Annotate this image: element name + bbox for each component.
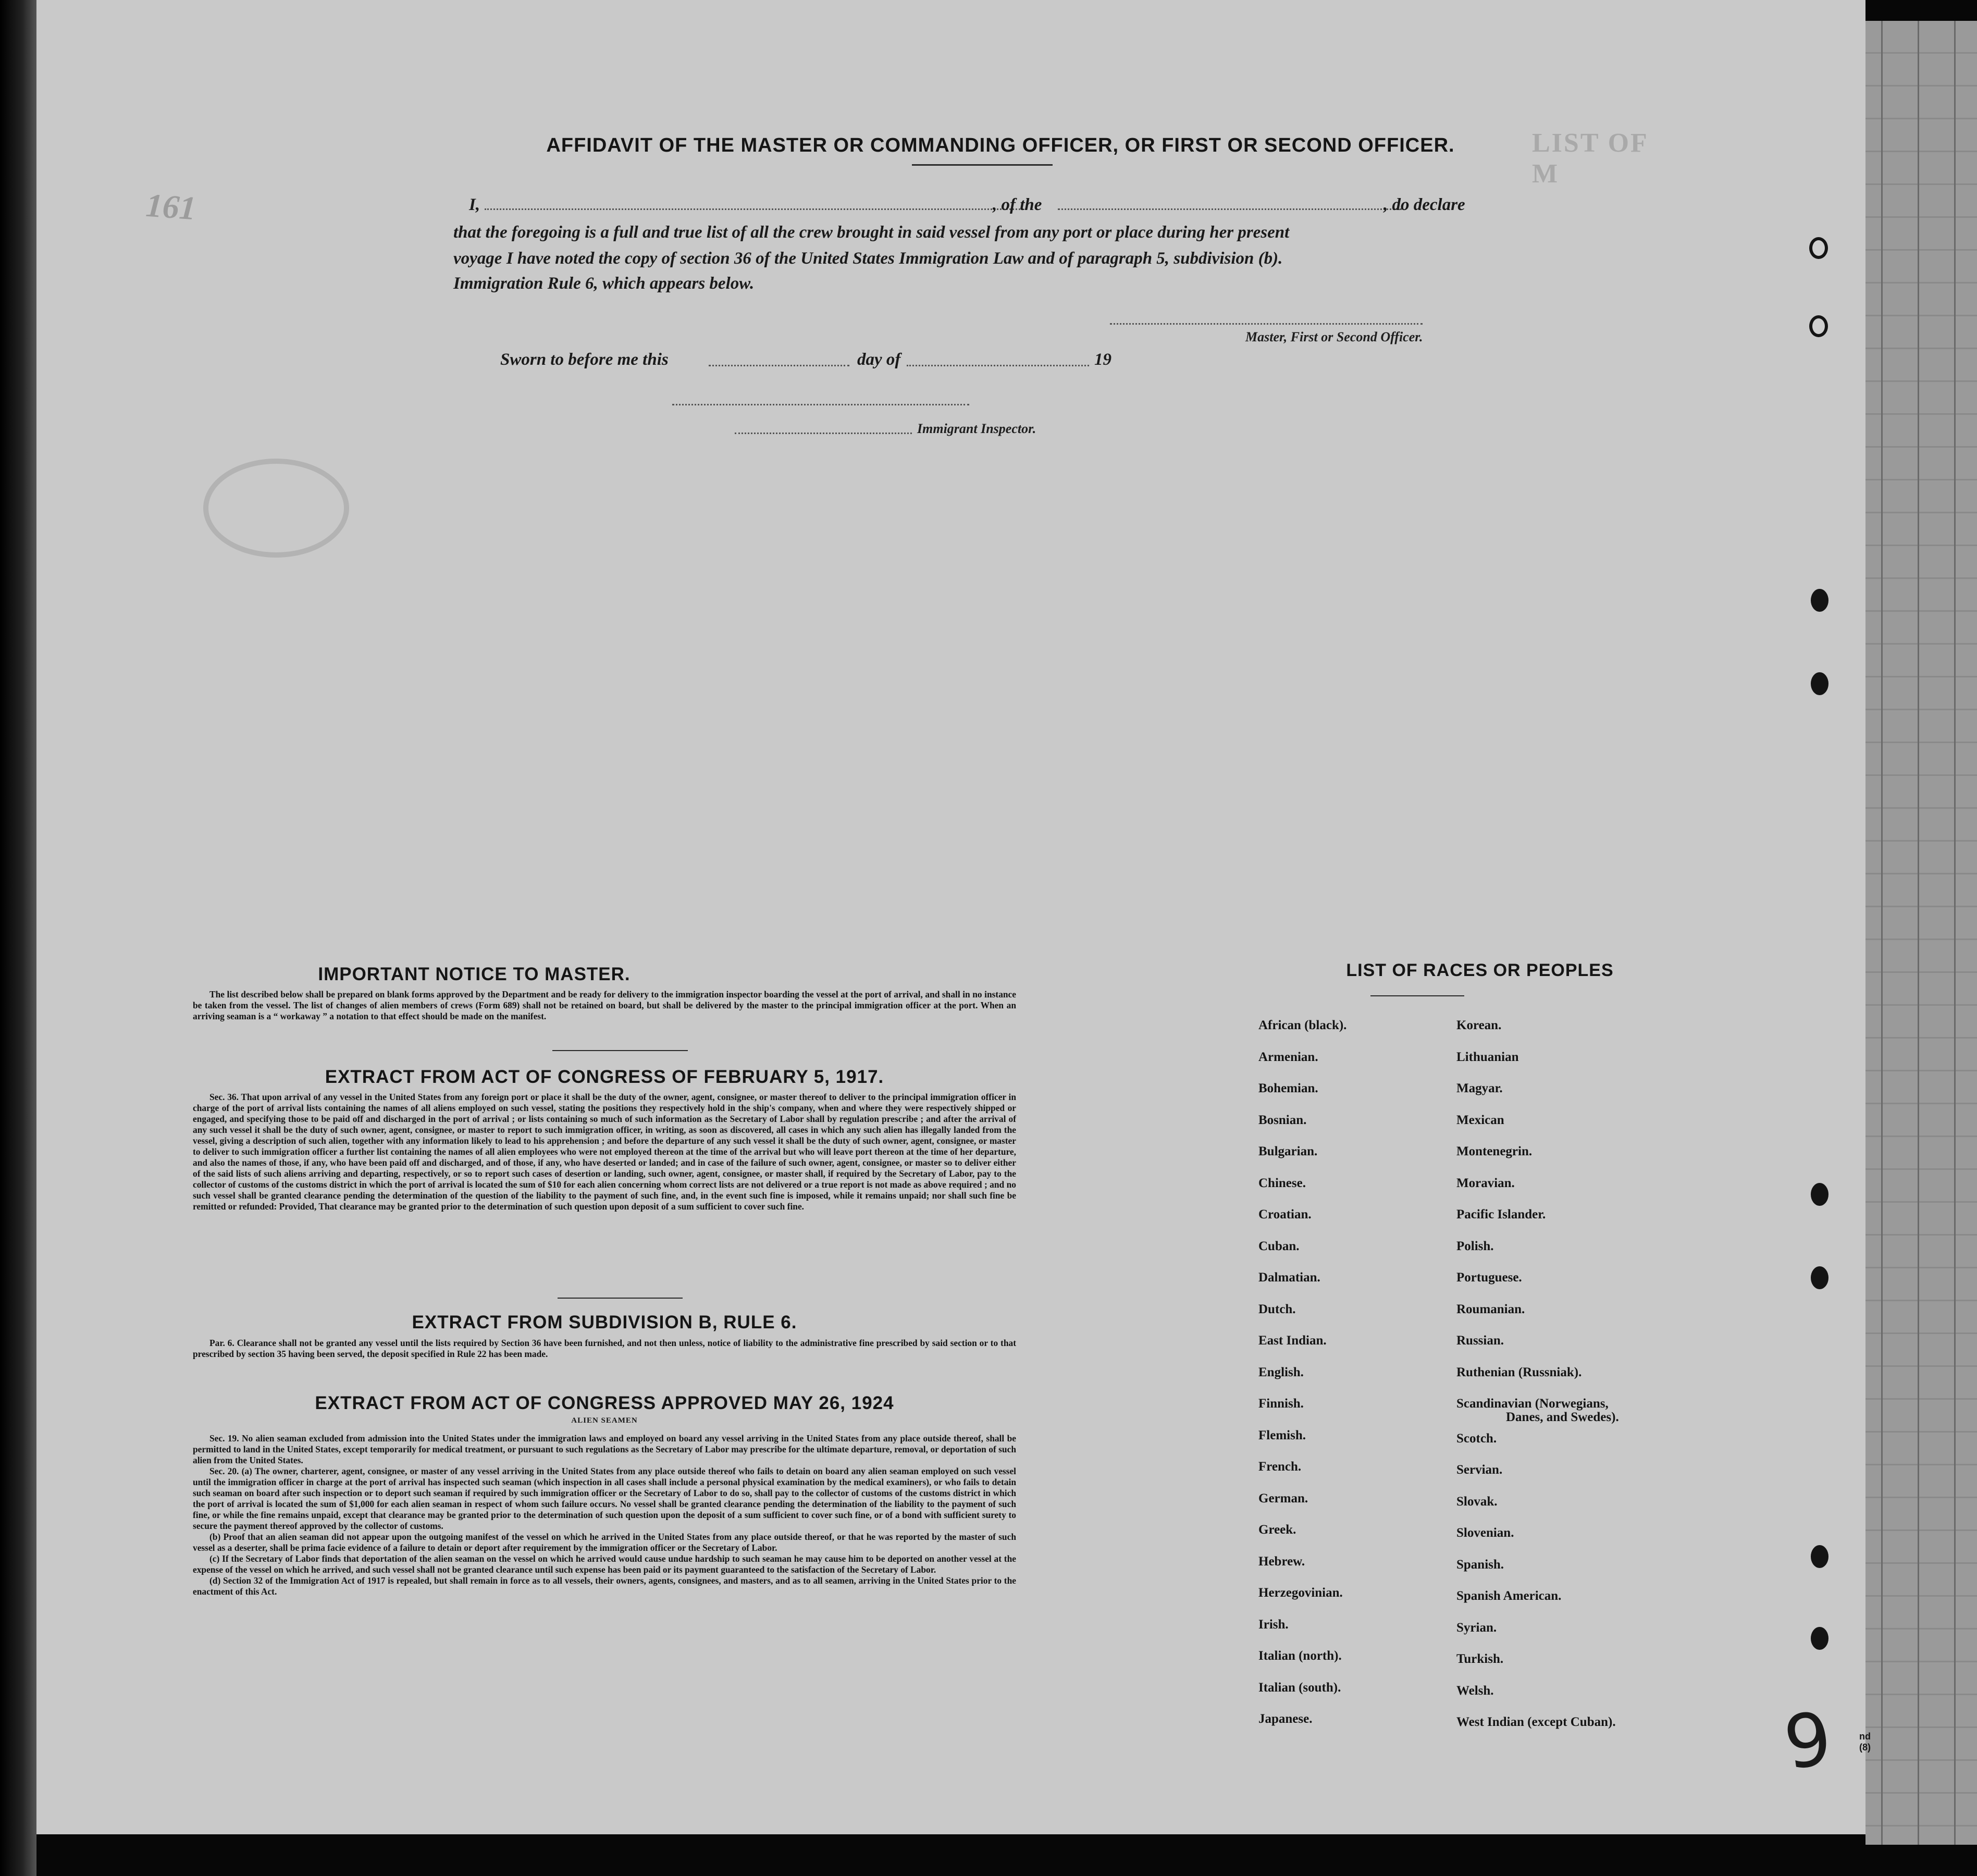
right-race-item: Scandinavian (Norwegians, [1456,1397,1609,1411]
inspector-label: Immigrant Inspector. [917,421,1036,436]
right-race-item: Slovak. [1456,1494,1498,1509]
right-race-item: West Indian (except Cuban). [1456,1715,1616,1729]
right-race-item: Slovenian. [1456,1526,1514,1540]
races-title-rule [1370,995,1464,996]
notice-rule [552,1050,688,1051]
right-race-item: Portuguese. [1456,1270,1522,1285]
right-race-item: Turkish. [1456,1652,1504,1666]
left-race-item: Cuban. [1258,1239,1300,1253]
right-race-item: Korean. [1456,1018,1502,1032]
binder-hole-icon [1811,672,1828,695]
affidavit-title: AFFIDAVIT OF THE MASTER OR COMMANDING OFFICER, OR FIRST OR SECOND OFFICER. [546,134,1455,156]
right-race-item: Scotch. [1456,1431,1497,1446]
left-race-item: Bohemian. [1258,1081,1318,1095]
right-race-item: Lithuanian [1456,1050,1519,1064]
inspector-signature-line [672,404,969,405]
left-race-item: Flemish. [1258,1428,1306,1442]
page-mark: 161 [144,186,197,227]
left-race-item: Finnish. [1258,1397,1304,1411]
right-race-item: Mexican [1456,1113,1504,1127]
notice-title: IMPORTANT NOTICE TO MASTER. [318,964,631,984]
handwritten-number: 9 [1779,1696,1837,1787]
binder-hole-icon [1811,1183,1828,1206]
left-race-item: Herzegovinian. [1258,1586,1343,1600]
name-blank [485,208,1027,210]
right-race-item: Russian. [1456,1334,1504,1348]
right-race-item: Pacific Islander. [1456,1207,1546,1221]
underlying-page-strip [1865,21,1977,1845]
left-race-item: Dutch. [1258,1302,1296,1316]
right-race-item: Syrian. [1456,1620,1497,1635]
affidavit-declare: , do declare [1383,195,1465,214]
left-race-item: French. [1258,1460,1302,1474]
right-race-item: Ruthenian (Russniak). [1456,1365,1582,1379]
left-race-item: Dalmatian. [1258,1270,1320,1285]
sec-20c-paragraph: (c) If the Secretary of Labor finds that deportation of the alien seaman on the vessel on which he arrived would cause undue hardship to such seaman he may cause him to be deported on another vessel at the expense of the vessel on which he arrived, and such vessel shall not be granted clearance until such expense has been paid or its payment guaranteed to the satisfaction of the Secretary of Labor. [193,1553,1016,1575]
left-race-item: African (black). [1258,1018,1347,1032]
par-6-paragraph: Par. 6. Clearance shall not be granted any vessel until the lists required by Section 36 have been furnished, and not then unless, notice of liability to the administrative fine prescribed by said section or to that prescribed by section 35 having been served, the deposit specified in Rule 22 has been made. [193,1338,1016,1359]
affidavit-line-3: voyage I have noted the copy of section 36 of the United States Immigration Law and of paragraph 5, subdivision (b). [453,249,1283,268]
left-race-item: East Indian. [1258,1334,1327,1348]
alien-seamen-subtitle: ALIEN SEAMEN [571,1416,638,1425]
faint-stamp [203,459,349,558]
extract-1917-title: EXTRACT FROM ACT OF CONGRESS OF FEBRUARY 5, 1917. [325,1067,884,1087]
binder-hole-icon [1809,315,1828,337]
sworn-day-blank [709,365,849,366]
binder-hole-icon [1811,1266,1828,1289]
left-race-item: German. [1258,1491,1308,1505]
master-label: Master, First or Second Officer. [1245,329,1423,344]
right-race-item: Spanish American. [1456,1589,1562,1603]
left-race-item: English. [1258,1365,1304,1379]
left-race-item: Croatian. [1258,1207,1312,1221]
affidavit-line-4: Immigration Rule 6, which appears below. [453,274,755,293]
left-race-item: Greek. [1258,1523,1296,1537]
vessel-blank [1058,208,1402,210]
right-race-item: Polish. [1456,1239,1494,1253]
notice-body [193,989,1016,1022]
left-race-item: Italian (south). [1258,1680,1341,1695]
left-race-item: Bulgarian. [1258,1144,1318,1158]
right-race-item: Servian. [1456,1463,1503,1477]
left-race-item: Bosnian. [1258,1113,1307,1127]
inspector-label-line [735,433,912,434]
sec-20d-paragraph: (d) Section 32 of the Immigration Act of 1917 is repealed, but shall remain in force as to all vessels, their owners, agents, consignees, and masters, and as to all seamen, arriving in the United States prior to the enactment of this Act. [193,1575,1016,1597]
binder-hole-icon [1811,1545,1828,1568]
sec-20b-paragraph: (b) Proof that an alien seaman did not appear upon the outgoing manifest of the vessel on which he arrived in the United States from any place outside thereof, or that he was reported by the master of such vessel as a deserter, shall be prima facie evidence of a failure to detain or deport after requirement by the immigration officer or the Secretary of Labor. [193,1532,1016,1553]
left-race-item: Armenian. [1258,1050,1318,1064]
extract-1917-rule [558,1298,683,1299]
right-race-item: Spanish. [1456,1557,1504,1572]
sec-36-paragraph: Sec. 36. That upon arrival of any vessel in the United States from any foreign port or place it shall be the duty of the owner, agent, consignee, or master thereof to deliver to the principal immigration officer in charge of the port of arrival lists containing the names of all aliens employed on such vessel, stating the positions they respectively hold in the ship's company, when and where they were respectively shipped or engaged, and specifying those to be paid off and discharged in the port of arrival ; or lists containing so much of such information as the Secretary of Labor shall by regulation prescribe ; and after the arrival of any such vessel it shall be the duty of such owner, agent, consignee, or master to report to such immigration officer, in writing, as soon as discovered, all cases in which any such alien has illegally landed from the vessel, giving a description of such alien, together with any information likely to lead to his apprehension ; and before the departure of any such vessel it shall be the duty of such owner, agent, consignee, or master to deliver to such immigration officer a further list containing the names of all alien employees who were not employed thereon at the time of the arrival but who will leave port thereon at the time of her departure, and also the names of those, if any, who have been paid off and discharged, and of those, if any, who have deserted or landed; and in case of the failure of such owner, agent, consignee, or master so to deliver either of the said lists of such aliens arriving and departing, respectively, or so to report such cases of desertion or landing, such owner, agent, consignee, or master shall, if required by the Secretary of Labor, pay to the collector of customs of the customs district in which the port of arrival is located the sum of $10 for each alien concerning whom correct lists are not delivered or a true report is not made as above required ; and no such vessel shall be granted clearance pending the determination of the question of the liability to the payment of such fine, and, in the event such fine is imposed, while it remains unpaid; nor shall such fine be remitted or refunded: Provided, That clearance may be granted prior to the determination of such question upon deposit of a sum sufficient to cover such fine. [193,1092,1016,1212]
right-race-item: Magyar. [1456,1081,1503,1095]
affidavit-title-rule [912,164,1053,166]
sworn-label: Sworn to before me this [500,350,669,369]
form-note: nd (8) [1859,1731,1871,1752]
notice-paragraph: The list described below shall be prepared on blank forms approved by the Department and be ready for delivery to the immigration inspector boarding the vessel at the port of arrival, and shall in no instance be taken from the vessel. The list of changes of alien members of crews (Form 689) shall not be retained on board, but shall be delivered by the master to the principal immigration officer at the port. When an arriving seaman is a “ workaway ” a notation to that effect should be made on the manifest. [193,989,1016,1021]
scan-edge-left [0,0,36,1876]
manifest-page [36,0,1871,1834]
left-race-item: Japanese. [1258,1712,1313,1726]
races-title: LIST OF RACES OR PEOPLES [1346,960,1614,980]
extract-1924-title: EXTRACT FROM ACT OF CONGRESS APPROVED MAY 26, 1924 [315,1393,894,1413]
day-of-label: day of [857,350,901,369]
right-race-item: Welsh. [1456,1683,1494,1698]
binder-hole-icon [1809,237,1828,259]
sec-19-paragraph: Sec. 19. No alien seaman excluded from admission into the United States under the immigration laws and employed on board any vessel arriving in the United States from any place outside thereof, shall be permitted to land in the United States, except temporarily for medical treatment, or pursuant to such regulations as the Secretary of Labor may prescribe for the ultimate departure, removal, or deportation of such alien from the United States. [193,1433,1016,1465]
affidavit-of-the: , of the [993,195,1042,214]
binder-hole-icon [1811,589,1828,612]
binder-hole-icon [1811,1627,1828,1650]
extract-rule6-body [193,1338,1016,1360]
extract-1917-body [193,1092,1016,1212]
year-label: 19 [1094,350,1111,369]
right-race-item: Roumanian. [1456,1302,1525,1316]
affidavit-i: I, [469,195,480,214]
left-race-item: Irish. [1258,1617,1289,1632]
right-race-item: Moravian. [1456,1176,1515,1190]
left-race-item: Hebrew. [1258,1554,1305,1569]
sworn-month-blank [907,365,1089,366]
master-signature-line [1110,323,1423,325]
left-race-item: Chinese. [1258,1176,1306,1190]
right-race-item: Montenegrin. [1456,1144,1533,1158]
extract-rule6-title: EXTRACT FROM SUBDIVISION B, RULE 6. [412,1312,797,1332]
bleed-through-heading: LIST OF M [1532,128,1818,189]
sec-20a-paragraph: Sec. 20. (a) The owner, charterer, agent, consignee, or master of any vessel arriving in the United States from any place outside thereof who fails to detain on board any alien seaman employed on such vessel until the immigration officer in charge at the port of arrival has inspected such seaman (which inspection in all cases shall include a personal physical examination by the medical examiners), or who fails to detain such seaman on board after such inspection or to deport such seaman if required by such immigration officer or the Secretary of Labor to do so, shall pay to the collector of customs of the customs district in which the port of arrival is located the sum of $1,000 for each alien seaman in respect of whom such failure occurs. No vessel shall be granted clearance pending the determination of the liability to the payment of such fine, or while the fine remains unpaid, except that clearance may be granted prior to the determination of such question upon the deposit of a sum sufficient to cover such fine, or of a bond with sufficient surety to secure the payment thereof approved by the collector of customs. [193,1466,1016,1531]
affidavit-line-2: that the foregoing is a full and true list of all the crew brought in said vessel from any port or place during her present [453,223,1290,242]
left-race-item: Italian (north). [1258,1649,1342,1663]
extract-1924-body [193,1433,1016,1597]
race-item-scandinavian-cont: Danes, and Swedes). [1506,1410,1619,1424]
